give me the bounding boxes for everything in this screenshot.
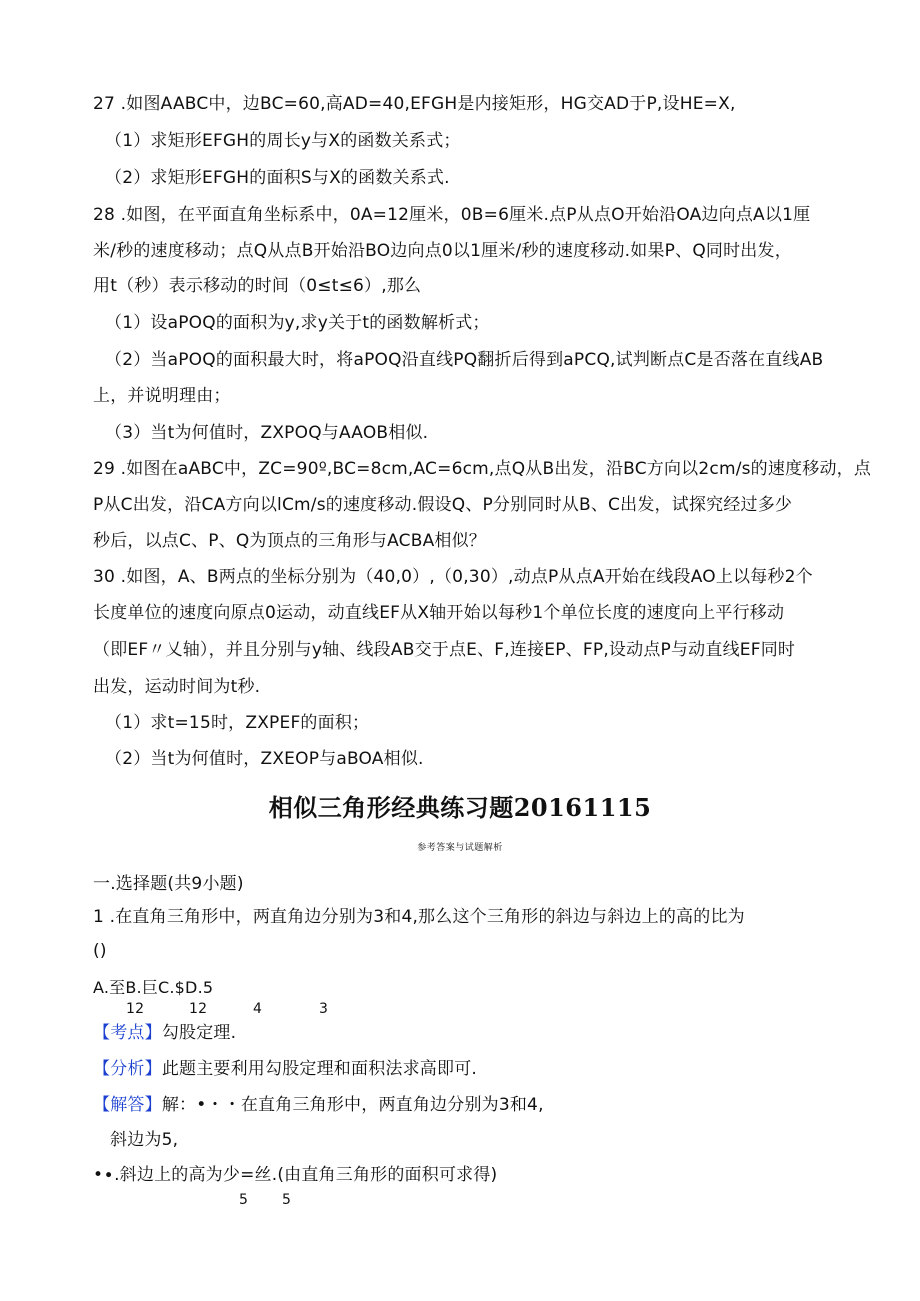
option-b-denominator: 12 — [189, 1001, 208, 1017]
problem-28-q1: （1）设aPOQ的面积为y,求y关于t的函数解析式； — [105, 313, 490, 333]
problem-29-line1: 29 .如图在aABC中，ZC=90º,BC=8cm,AC=6cm,点Q从B出发，沿BC方向以2cm∕s的速度移动，点 — [93, 459, 872, 479]
answer-1-question-line1: 1 .在直角三角形中，两直角边分别为3和4,那么这个三角形的斜边与斜边上的高的比为 — [93, 907, 745, 927]
problem-27-q1: （1）求矩形EFGH的周长y与X的函数关系式； — [105, 131, 461, 151]
answers-subtitle: 参考答案与试题解析 — [417, 843, 503, 853]
problem-29-line3: 秒后，以点C、P、Q为顶点的三角形与ACBA相似？ — [93, 531, 486, 551]
fenxi-text: 此题主要利用勾股定理和面积法求高即可. — [161, 1059, 478, 1079]
section-heading: 一.选择题(共9小题) — [93, 874, 244, 894]
problem-28-line3: 用t（秒）表示移动的时间（0≤t≤6）,那么 — [93, 276, 422, 296]
problem-30-line4: 出发，运动时间为t秒. — [93, 677, 261, 697]
answer-1-options: A.至B.巨C.$D.5 — [93, 978, 214, 997]
jieda-line — [93, 1094, 544, 1116]
problem-28-line1: 28 .如图，在平面直角坐标系中，0A=12厘米，0B=6厘米.点P从点O开始沿OA边向点A以1厘 — [93, 205, 811, 225]
problem-28-q2-line1: （2）当aPOQ的面积最大时，将aPOQ沿直线PQ翻折后得到aPCQ,试判断点C是否落在直线AB — [105, 350, 824, 370]
problem-30-line3: （即EF〃乂轴），并且分别与y轴、线段AB交于点E、F,连接EP、FP,设动点P与动直线EF同时 — [93, 640, 796, 660]
answer-1-question-line2: () — [93, 941, 107, 961]
height-denominator-2: 5 — [282, 1192, 292, 1208]
height-denominator-1: 5 — [239, 1192, 249, 1208]
problem-29-line2: P从C出发，沿CA方向以lCm/s的速度移动.假设Q、P分别同时从B、C出发，试探究经过多少 — [93, 495, 793, 515]
problem-30-q1: （1）求t=15时，ZXPEF的面积； — [105, 713, 370, 733]
kaodian-line — [93, 1022, 236, 1044]
kaodian-tag: 【考点】 — [93, 1023, 162, 1043]
problem-27-text: 27 .如图AABC中，边BC=60,高AD=40,EFGH是内接矩形，HG交AD于P,设HE=X, — [93, 94, 736, 114]
height-line: •∙.斜边上的高为少=丝.(由直角三角形的面积可求得) — [93, 1165, 498, 1185]
problem-27-q2: （2）求矩形EFGH的面积S与X的函数关系式. — [105, 168, 450, 188]
problem-30-q2: （2）当t为何值时，ZXEOP与aBOA相似. — [105, 749, 424, 769]
fenxi-line — [93, 1058, 477, 1080]
jieda-text: 解：•・・在直角三角形中，两直角边分别为3和4, — [161, 1095, 544, 1115]
problem-28-q3: （3）当t为何值时，ZXPOQ与AAOB相似. — [105, 423, 429, 443]
hypotenuse-line: 斜边为5, — [110, 1130, 179, 1150]
fenxi-tag: 【分析】 — [93, 1059, 162, 1079]
problem-30-line2: 长度单位的速度向原点0运动，动直线EF从X轴开始以每秒1个单位长度的速度向上平行移动 — [93, 603, 785, 623]
option-a-denominator: 12 — [126, 1001, 145, 1017]
jieda-tag: 【解答】 — [93, 1095, 162, 1115]
answers-title: 相似三角形经典练习题20161115 — [268, 793, 652, 822]
problem-28-line2: 米/秒的速度移动；点Q从点B开始沿BO边向点0以1厘米/秒的速度移动.如果P、Q同时出发， — [93, 241, 792, 261]
problem-30-line1: 30 .如图，A、B两点的坐标分别为（40,0）,（0,30）,动点P从点A开始在线段AO上以每秒2个 — [93, 567, 813, 587]
option-c-denominator: 4 — [253, 1001, 263, 1017]
option-d-denominator: 3 — [319, 1001, 329, 1017]
kaodian-text: 勾股定理. — [161, 1023, 237, 1043]
problem-28-q2-line2: 上，并说明理由； — [93, 386, 231, 406]
